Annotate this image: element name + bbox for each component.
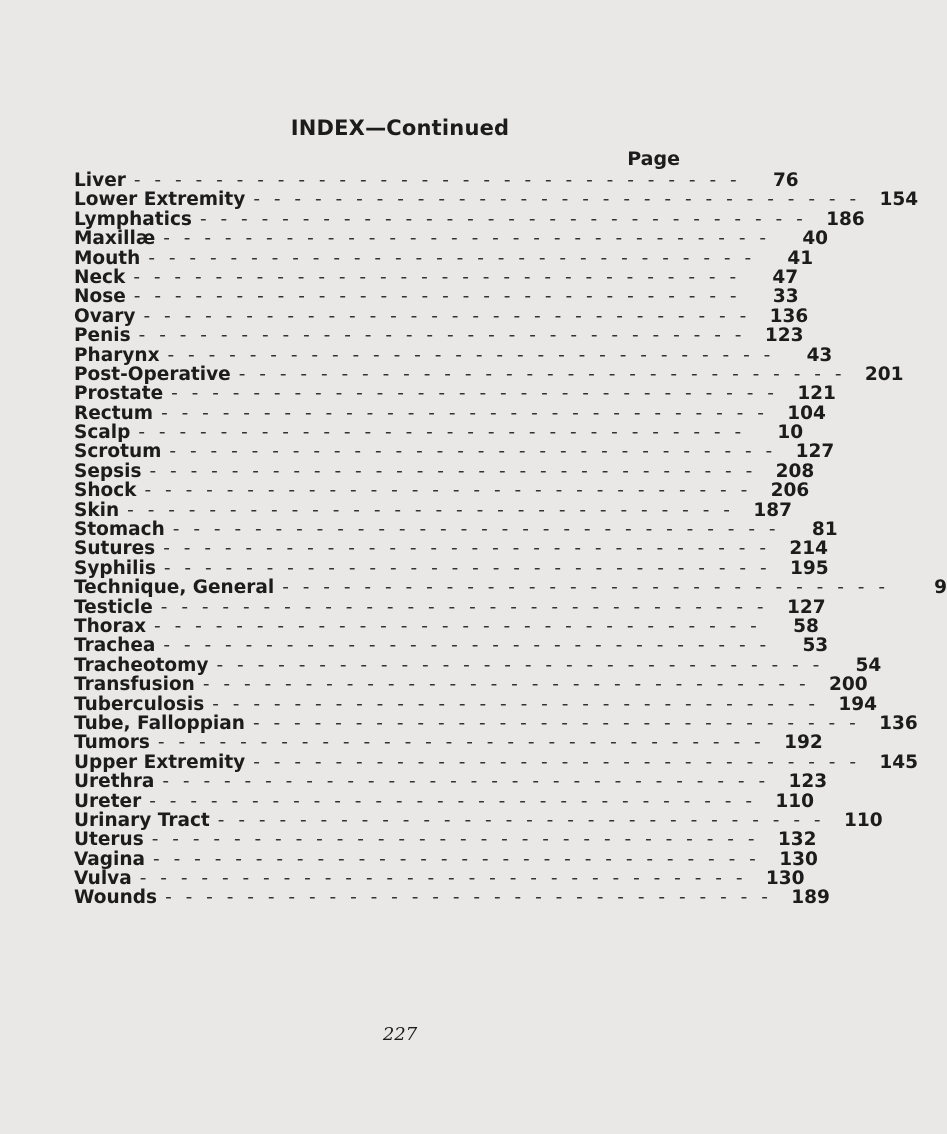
index-entry [74,712,918,734]
dot-leader: - - - - - - - - - - - - - - - - - - - - - - - - - - - - - - [212,693,820,715]
index-entry-term: Prostate [74,383,164,405]
index-entry [74,848,818,870]
page-number: 227 [382,1024,418,1045]
page-title: INDEX—Continued [290,116,510,140]
index-entry-term: Liver [74,170,126,191]
dot-leader: - - - - - - - - - - - - - - - - - - - - - - - - - - - - - - [169,441,777,463]
index-entry-page: 54 [855,654,882,676]
index-entry [74,557,829,579]
index-entry-page: 123 [788,771,828,793]
index-entry [74,344,833,366]
dot-leader: - - - - - - - - - - - - - - - - - - - - - - - - - - - - - - [138,422,746,444]
index-entry-term: Vulva [74,868,132,890]
index-entry-page: 10 [777,422,804,444]
index-entry-page: 130 [765,868,805,890]
index-entry [74,596,826,618]
index-entry-page: 110 [843,809,883,831]
index-entry [74,615,819,637]
index-entry [74,519,838,541]
index-entry-page: 186 [826,208,865,230]
index-entry [74,286,799,308]
index-entry-page: 53 [802,635,829,657]
dot-leader: - - - - - - - - - - - - - - - - - - - - - - - - - - - - - - [161,402,768,424]
index-entry-page: 189 [791,887,830,909]
dot-leader: - - - - - - - - - - - - - - - - - - - - - - - - - - - - - - [133,266,741,288]
dot-leader: - - - - - - - - - - - - - - - - - - - - - - - - - - - - - - [238,363,846,385]
index-entry-term: Tuberculosis [74,693,205,715]
index-entry-term: Trachea [74,635,156,657]
index-entry-page: 195 [790,557,829,579]
index-entry-page: 123 [764,325,804,347]
index-entry-page: 145 [879,751,919,773]
dot-leader: - - - - - - - - - - - - - - - - - - - - - - - - - - - - - - [165,887,772,909]
index-entry-term: Sepsis [74,460,142,482]
index-entry [74,228,829,250]
index-entry [74,635,829,657]
index-entry [74,887,830,909]
index-entry-term: Scrotum [74,441,162,463]
index-entry [74,751,919,773]
index-entry-term: Maxillæ [74,228,156,250]
index-entry-term: Tube, Falloppian [74,712,245,734]
index-entry-term: Uterus [74,829,144,851]
index-entry [74,170,799,191]
index-entry-term: Technique, General [74,577,275,599]
index-entry-term: Skin [74,499,120,521]
index-entry [74,247,814,269]
dot-leader: - - - - - - - - - - - - - - - - - - - - - - - - - - - - - - [199,208,807,230]
dot-leader: - - - - - - - - - - - - - - - - - - - - - - - - - - - - - - [157,732,765,754]
dot-leader: - - - - - - - - - - - - - - - - - - - - - - - - - - - - - - [253,189,861,211]
index-entry-term: Vagina [74,848,146,870]
index-entry-page: 9 [934,577,947,599]
dot-leader: - - - - - - - - - - - - - - - - - - - - - - - - - - - - - - [252,712,860,734]
index-entry-page: 130 [779,848,818,870]
index-entry-page: 41 [787,247,814,269]
index-entry-term: Stomach [74,519,165,541]
index-entry-term: Urinary Tract [74,809,210,831]
dot-leader: - - - - - - - - - - - - - - - - - - - - - - - - - - - - - - [160,596,768,618]
dot-leader: - - - - - - - - - - - - - - - - - - - - - - - - - - - - - - [253,751,861,773]
dot-leader: - - - - - - - - - - - - - - - - - - - - - - - - - - - - - - [162,771,770,793]
index-entry-term: Nose [74,286,126,308]
dot-leader: - - - - - - - - - - - - - - - - - - - - - - - - - - - - - - [163,228,771,250]
index-entry [74,654,882,676]
index-entry-page: 132 [777,829,817,851]
index-entry [74,480,810,502]
index-entry-term: Sutures [74,538,156,560]
dot-leader: - - - - - - - - - - - - - - - - - - - - - - - - - - - - - - [171,383,778,405]
index-entry-list [74,170,947,909]
dot-leader: - - - - - - - - - - - - - - - - - - - - - - - - - - - - - - [202,674,810,696]
index-entry-page: 194 [838,693,878,715]
index-entry [74,829,817,851]
index-entry [74,208,865,230]
index-entry-term: Post-Operative [74,363,231,385]
index-entry-page: 58 [793,615,819,637]
dot-leader: - - - - - - - - - - - - - - - - - - - - - - - - - - - - - - [138,325,746,347]
index-entry-page: 81 [811,519,838,541]
index-entry [74,383,836,405]
index-entry-term: Shock [74,480,137,502]
index-entry [74,422,804,444]
index-entry [74,538,829,560]
dot-leader: - - - - - - - - - - - - - - - - - - - - - - - - - - - - - - [151,829,759,851]
index-entry-page: 33 [772,286,799,308]
index-entry-page: 200 [829,674,868,696]
dot-leader: - - - - - - - - - - - - - - - - - - - - - - - - - - - - - - [216,654,824,676]
index-entry [74,771,828,793]
index-entry [74,693,878,715]
index-entry [74,499,792,521]
index-entry-page: 214 [789,538,829,560]
dot-leader: - - - - - - - - - - - - - - - - - - - - - - - - - - - - - - [167,344,775,366]
index-entry [74,732,823,754]
index-entry-term: Penis [74,325,131,347]
index-entry-page: 40 [802,228,829,250]
index-entry [74,266,799,288]
index-entry-page: 76 [772,170,799,191]
index-entry-term: Tumors [74,732,150,754]
index-entry-term: Urethra [74,771,155,793]
index-entry-term: Thorax [74,615,147,637]
index-entry-term: Transfusion [74,674,195,696]
dot-leader: - - - - - - - - - - - - - - - - - - - - - - - - - - - - - - [149,790,757,812]
index-entry-term: Ureter [74,790,142,812]
index-entry-page: 208 [775,460,815,482]
dot-leader: - - - - - - - - - - - - - - - - - - - - - - - - - - - - - - [163,557,771,579]
index-entry-term: Testicle [74,596,153,618]
index-entry-term: Lymphatics [74,208,192,230]
index-entry-page: 206 [770,480,810,502]
index-entry-term: Syphilis [74,557,156,579]
dot-leader: - - - - - - - - - - - - - - - - - - - - - - - - - - - - - - [154,615,761,637]
index-entry-term: Ovary [74,305,136,327]
dot-leader: - - - - - - - - - - - - - - - - - - - - - - - - - - - - - - [143,305,751,327]
dot-leader: - - - - - - - - - - - - - - - - - - - - - - - - - - - - - - [163,538,771,560]
index-entry [74,189,919,211]
dot-leader: - - - - - - - - - - - - - - - - - - - - - - - - - - - - - - [149,460,757,482]
dot-leader: - - - - - - - - - - - - - - - - - - - - - - - - - - - - - - [139,868,747,890]
index-entry [74,363,904,385]
index-entry [74,674,868,696]
page-column-heading: Page [627,148,680,170]
index-entry-term: Pharynx [74,344,160,366]
index-entry-page: 104 [787,402,826,424]
index-entry-term: Rectum [74,402,154,424]
dot-leader: - - - - - - - - - - - - - - - - - - - - - - - - - - - - - - [133,286,741,308]
index-entry-page: 47 [772,266,799,288]
dot-leader: - - - - - - - - - - - - - - - - - - - - - - - - - - - - - - [172,519,780,541]
index-entry-term: Wounds [74,887,158,909]
dot-leader: - - - - - - - - - - - - - - - - - - - - - - - - - - - - - - [133,170,741,191]
index-entry-term: Mouth [74,247,141,269]
index-entry-page: 121 [797,383,836,405]
index-entry [74,402,826,424]
index-entry [74,460,815,482]
index-entry-page: 154 [879,189,919,211]
index-entry [74,325,804,347]
index-entry-page: 136 [879,712,918,734]
index-entry-term: Neck [74,266,126,288]
index-entry [74,868,805,890]
index-entry-page: 127 [786,596,826,618]
index-entry [74,790,815,812]
index-entry-page: 110 [775,790,815,812]
dot-leader: - - - - - - - - - - - - - - - - - - - - - - - - - - - - - - [153,848,760,870]
index-entry-page: 192 [784,732,823,754]
index-entry-page: 127 [795,441,835,463]
index-entry-page: 136 [769,305,809,327]
index-entry [74,577,947,599]
index-entry [74,809,883,831]
index-entry-page: 43 [806,344,833,366]
dot-leader: - - - - - - - - - - - - - - - - - - - - - - - - - - - - - - [282,577,889,599]
index-entry [74,441,835,463]
index-entry [74,305,809,327]
index-entry-term: Upper Extremity [74,751,246,773]
dot-leader: - - - - - - - - - - - - - - - - - - - - - - - - - - - - - - [127,499,734,521]
dot-leader: - - - - - - - - - - - - - - - - - - - - - - - - - - - - - - [148,247,756,269]
dot-leader: - - - - - - - - - - - - - - - - - - - - - - - - - - - - - - [144,480,752,502]
index-entry-page: 187 [753,499,792,521]
dot-leader: - - - - - - - - - - - - - - - - - - - - - - - - - - - - - - [217,809,825,831]
dot-leader: - - - - - - - - - - - - - - - - - - - - - - - - - - - - - - [163,635,771,657]
index-entry-term: Lower Extremity [74,189,246,211]
index-entry-term: Tracheotomy [74,654,209,676]
index-entry-page: 201 [864,363,904,385]
index-entry-term: Scalp [74,422,131,444]
